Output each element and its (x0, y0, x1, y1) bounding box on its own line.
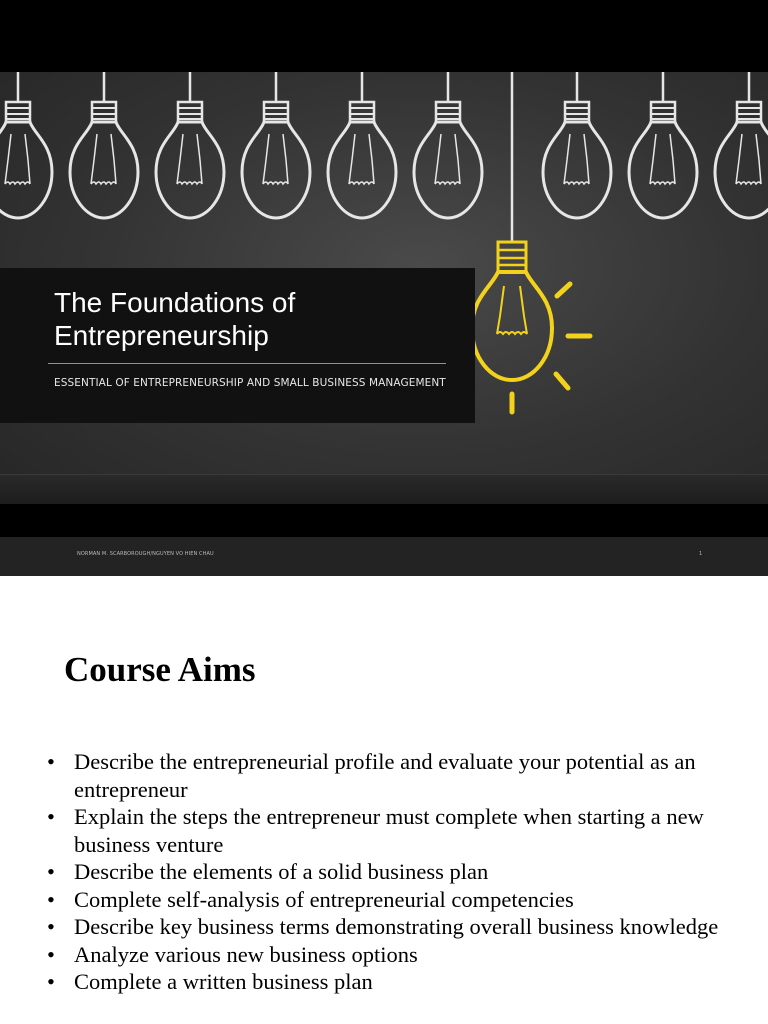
bullet-icon: • (47, 914, 55, 939)
lightbulb-icon (414, 72, 482, 218)
lightbulb-icon (629, 72, 697, 218)
lightbulb-icon (715, 72, 768, 218)
list-item-text: Describe the elements of a solid business plan (74, 859, 489, 884)
lightbulb-icon (328, 72, 396, 218)
bullet-icon: • (47, 969, 55, 994)
lightbulb-icon (70, 72, 138, 218)
list-item-text: Complete self-analysis of entrepreneurial competencies (74, 886, 574, 912)
list-item (44, 941, 754, 969)
list-item (44, 968, 754, 996)
course-aims-heading: Course Aims (64, 650, 256, 689)
list-item (44, 913, 754, 941)
slide-title-line: The Foundations of (54, 287, 296, 318)
bullet-icon: • (47, 859, 55, 884)
course-aims-list (44, 748, 754, 996)
list-item-text: Analyze various new business options (74, 941, 418, 967)
footer-page-number: 1 (699, 551, 703, 557)
slide-title (54, 286, 454, 352)
bullet-icon: • (47, 804, 55, 829)
bullet-icon: • (47, 886, 55, 912)
slide-title-line: Entrepreneurship (54, 320, 269, 351)
list-item (44, 803, 754, 858)
title-divider (48, 363, 446, 364)
list-item (44, 886, 754, 914)
lightbulb-icon (242, 72, 310, 218)
list-item (44, 748, 754, 803)
bullet-icon: • (47, 941, 55, 967)
list-item-text: Complete a written business plan (74, 969, 373, 994)
list-item-text: Explain the steps the entrepreneur must complete when starting a new business venture (74, 804, 704, 857)
list-item-text: Describe the entrepreneurial profile and evaluate your potential as an entrepreneur (74, 749, 696, 802)
list-item-text: Describe key business terms demonstrating overall business knowledge (74, 914, 719, 939)
lightbulb-icon (543, 72, 611, 218)
bullet-icon: • (47, 749, 55, 774)
list-item (44, 858, 754, 886)
lightbulb-icon (0, 72, 52, 218)
lightbulb-icon (156, 72, 224, 218)
footer-authors: NORMAN M. SCARBOROUGH/NGUYEN VO HIEN CHAU (77, 551, 214, 557)
chalk-ledge (0, 474, 768, 504)
slide-subtitle: ESSENTIAL OF ENTREPRENEURSHIP AND SMALL BUSINESS MANAGEMENT (54, 377, 446, 389)
